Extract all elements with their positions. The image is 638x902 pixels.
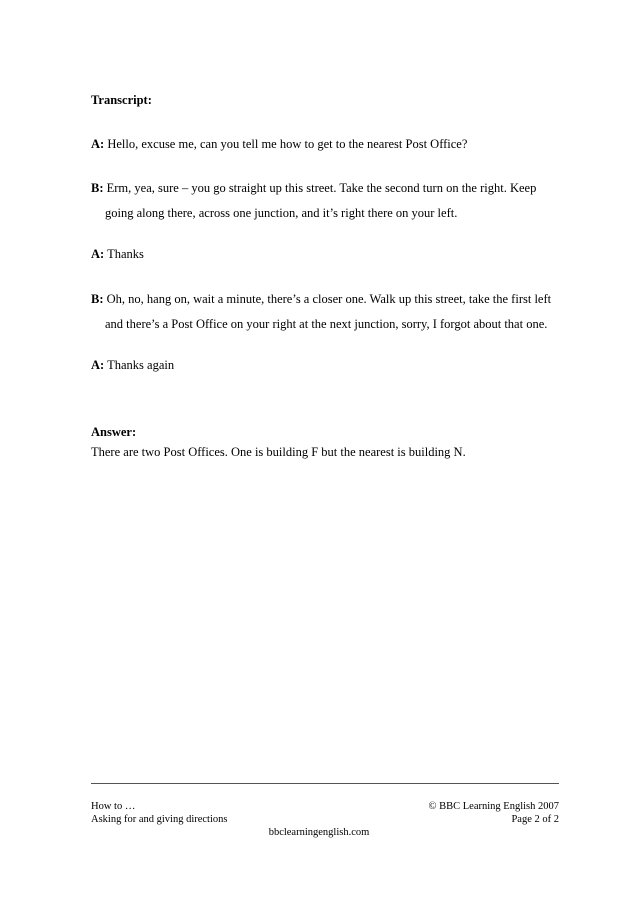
answer-heading: Answer: <box>91 425 137 439</box>
transcript-line-4 <box>91 291 571 307</box>
footer-series-title: How to … <box>91 801 136 812</box>
dialogue-text: Oh, no, hang on, wait a minute, there’s a closer one. Walk up this street, take the first left <box>106 292 552 306</box>
footer-page-number: Page 2 of 2 <box>511 814 559 825</box>
transcript-heading: Transcript: <box>91 93 152 107</box>
speaker-label: A: <box>91 137 105 151</box>
footer-website: bbclearningenglish.com <box>268 827 370 838</box>
speaker-label: B: <box>91 181 104 195</box>
dialogue-text: Thanks <box>107 247 144 261</box>
speaker-label: A: <box>91 247 105 261</box>
footer-divider <box>91 783 559 784</box>
footer-copyright: © BBC Learning English 2007 <box>428 801 559 812</box>
dialogue-text: Thanks again <box>107 358 175 372</box>
dialogue-continuation: going along there, across one junction, and it’s right there on your left. <box>105 206 458 220</box>
transcript-line-3 <box>91 246 571 262</box>
dialogue-text: Hello, excuse me, can you tell me how to get to the nearest Post Office? <box>107 137 468 151</box>
speaker-label: B: <box>91 292 104 306</box>
transcript-line-5 <box>91 357 571 373</box>
speaker-label: A: <box>91 358 105 372</box>
answer-text: There are two Post Offices. One is building F but the nearest is building N. <box>91 445 466 459</box>
transcript-line-1 <box>91 136 571 152</box>
dialogue-continuation: and there’s a Post Office on your right at the next junction, sorry, I forgot about that one. <box>105 317 548 331</box>
dialogue-text: Erm, yea, sure – you go straight up this street. Take the second turn on the right. Keep <box>106 181 537 195</box>
footer-lesson-title: Asking for and giving directions <box>91 814 228 825</box>
transcript-line-2 <box>91 180 571 196</box>
